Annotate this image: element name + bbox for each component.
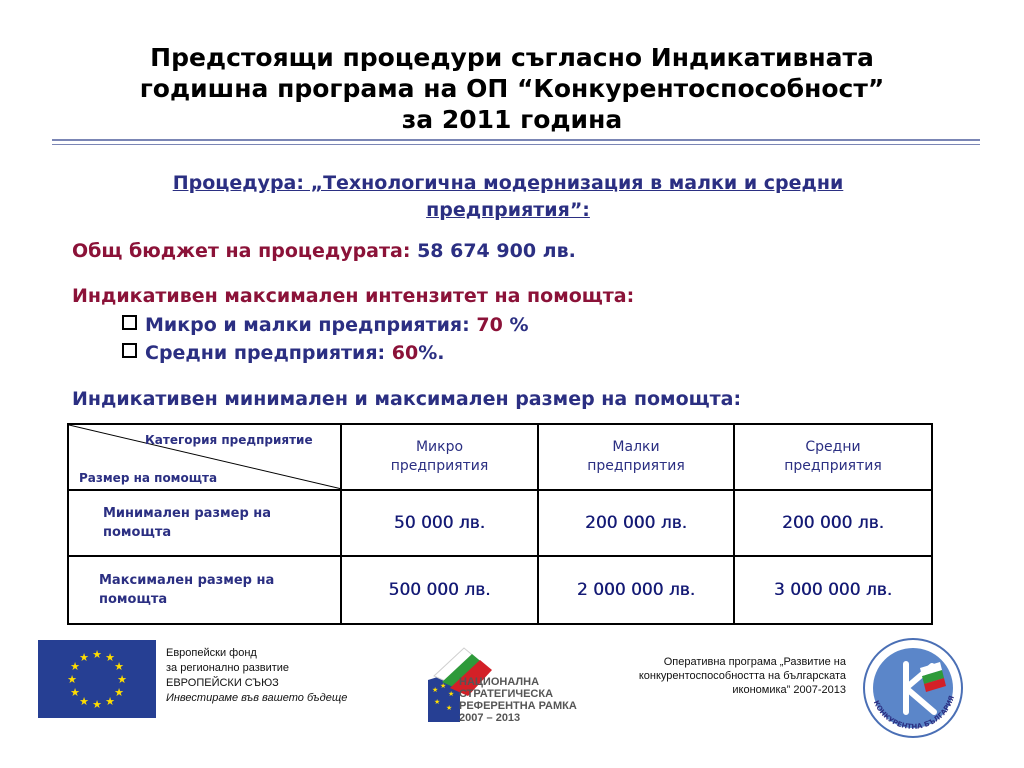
intensity-item-micro-small (122, 314, 528, 336)
intensity-item-value: 60 (391, 342, 419, 364)
column-header-small (539, 425, 735, 491)
page-title (60, 42, 964, 104)
intensity-item-label: Микро и малки предприятия: (145, 314, 470, 336)
title-divider-top (52, 139, 980, 141)
eu-text-line-4: Инвестираме във вашето бъдеще (166, 692, 348, 704)
kb-logo-text: КОНКУРЕНТНА БЪЛГАРИЯ (871, 694, 956, 731)
op-line-1: Оперативна програма „Развитие на (663, 656, 846, 668)
nsrf-line-2: СТРАТЕГИЧЕСКА (459, 688, 554, 700)
procedure-line-2: предприятия”: (426, 199, 590, 221)
table-cell-min-micro: 50 000 лв. (342, 491, 539, 557)
procedure-line-1: Процедура: „Технологична модернизация в малки и средни (172, 172, 844, 194)
svg-text:★: ★ (105, 695, 115, 708)
table-cell-max-small: 2 000 000 лв. (539, 557, 735, 623)
column-header-line-1: Малки (612, 439, 660, 455)
size-heading: Индикативен минимален и максимален размер на помощта: (72, 388, 742, 410)
eu-flag-icon (38, 640, 156, 718)
svg-text:★: ★ (446, 704, 453, 712)
intensity-item-label: Средни предприятия: (145, 342, 386, 364)
budget-line (72, 240, 576, 262)
table-cell-min-medium: 200 000 лв. (735, 491, 931, 557)
eu-text-line-3: ЕВРОПЕЙСКИ СЪЮЗ (166, 677, 279, 689)
column-header-line-2: предприятия (390, 458, 489, 474)
svg-text:★: ★ (70, 660, 80, 673)
nsrf-text (459, 676, 577, 724)
svg-text:★: ★ (67, 673, 77, 686)
column-header-line-2: предприятия (784, 458, 882, 474)
title-line-1: Предстоящи процедури съгласно Индикативната (150, 43, 874, 72)
intensity-item-unit: %. (418, 342, 445, 364)
svg-text:★: ★ (79, 651, 89, 664)
svg-text:★: ★ (432, 686, 439, 694)
table-cell-max-micro: 500 000 лв. (342, 557, 539, 623)
svg-text:★: ★ (70, 686, 80, 699)
svg-text:★: ★ (92, 648, 102, 661)
column-header-line-1: Средни (805, 439, 861, 455)
svg-text:★: ★ (448, 690, 455, 698)
square-bullet-icon (122, 315, 137, 330)
op-line-3: икономика” 2007-2013 (732, 684, 846, 696)
table-cell-min-small: 200 000 лв. (539, 491, 735, 557)
row-label-line-2: помощта (99, 592, 168, 607)
eu-text-line-1: Европейски фонд (166, 647, 257, 659)
svg-text:★: ★ (434, 698, 441, 706)
nsrf-line-1: НАЦИОНАЛНА (459, 676, 540, 688)
svg-text:★: ★ (92, 698, 102, 711)
svg-text:★: ★ (79, 695, 89, 708)
intensity-heading: Индикативен максимален интензитет на помощта: (72, 285, 635, 307)
column-header-line-1: Микро (415, 439, 464, 455)
competitive-bulgaria-logo-icon (858, 636, 968, 740)
intensity-item-medium (122, 342, 445, 364)
table-corner-cell (69, 425, 342, 491)
corner-size-label: Размер на помощта (79, 471, 218, 485)
svg-text:★: ★ (117, 673, 127, 686)
intensity-item-unit: % (509, 314, 529, 336)
svg-text:★: ★ (440, 682, 447, 690)
op-line-2: конкурентоспособността на българската (638, 670, 846, 682)
nsrf-line-4: 2007 – 2013 (459, 712, 521, 724)
row-label-maximum (69, 557, 342, 623)
column-header-line-2: предприятия (587, 458, 685, 474)
svg-text:★: ★ (114, 660, 124, 673)
table-cell-max-medium: 3 000 000 лв. (773, 580, 893, 600)
column-header-micro (342, 425, 539, 491)
title-line-3: за 2011 година (401, 105, 623, 134)
row-label-line-1: Минимален размер на (103, 506, 272, 521)
budget-value: 58 674 900 лв. (417, 240, 576, 262)
nsrf-line-3: РЕФЕРЕНТНА РАМКА (459, 700, 577, 712)
intensity-item-value: 70 (476, 314, 503, 336)
title-divider-bottom (52, 144, 980, 145)
row-label-minimum (69, 491, 342, 557)
footer-logos (0, 628, 1024, 768)
operational-programme-text (600, 655, 846, 697)
svg-text:★: ★ (105, 651, 115, 664)
budget-label: Общ бюджет на процедурата: (72, 240, 411, 262)
row-label-line-2: помощта (103, 525, 172, 540)
title-line-2: годишна програма на ОП “Конкурентоспособност” (139, 74, 885, 103)
square-bullet-icon (122, 343, 137, 358)
eu-text-line-2: за регионално развитие (166, 662, 290, 674)
row-label-line-1: Максимален размер на (99, 573, 275, 588)
aid-size-table (67, 423, 933, 625)
eu-fund-text (166, 646, 347, 706)
corner-category-label: Категория предприятие (145, 433, 313, 447)
procedure-heading (70, 170, 946, 224)
svg-text:★: ★ (114, 686, 124, 699)
column-header-medium (735, 425, 931, 491)
